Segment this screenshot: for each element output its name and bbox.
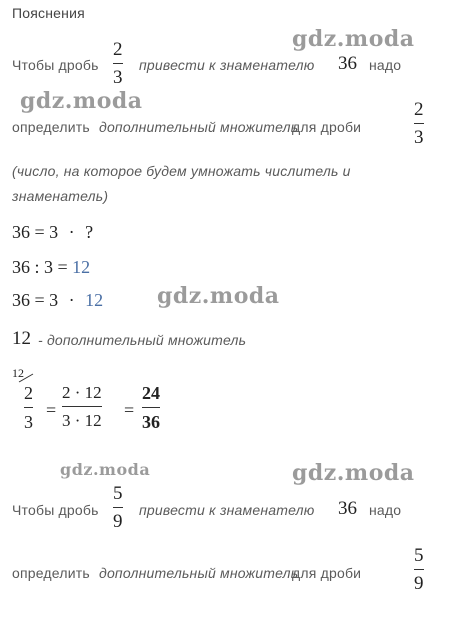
fraction-bar [62, 406, 102, 407]
s2-fraction-denominator: 9 [113, 511, 123, 532]
note-line-2: знаменатель) [12, 188, 109, 204]
s2-line2-italic: дополнительный множитель [99, 565, 299, 581]
calc-left-denominator: 3 [24, 412, 33, 432]
s1-fraction-2 [414, 100, 424, 147]
page-title: Пояснения [12, 5, 85, 21]
calc-fraction-middle [62, 384, 102, 429]
calc-equals-2: = [124, 400, 135, 420]
s1-fraction-denominator: 3 [113, 67, 123, 88]
s2-line1-number: 36 [338, 498, 357, 519]
s2-fraction-numerator: 5 [113, 483, 123, 504]
fraction-bar [414, 123, 424, 124]
s1-line2-italic: дополнительный множитель [99, 119, 299, 135]
calc-equals-1: = [46, 400, 57, 420]
fraction-bar [113, 507, 123, 508]
s2-line1-prefix: Чтобы дробь [12, 502, 99, 518]
s1-line1-number: 36 [338, 53, 357, 74]
s1-line1-suffix: надо [369, 57, 402, 73]
equation-2 [12, 257, 90, 278]
s1-line2-prefix: определить [12, 119, 90, 135]
fraction-bar [142, 407, 160, 408]
s1-fraction-2-numerator: 2 [414, 99, 424, 120]
eq3-result: 12 [85, 290, 104, 310]
fraction-bar [414, 569, 424, 570]
superscript-multiplier: 12 [12, 366, 24, 380]
eq2-left: 36 : 3 = [12, 257, 68, 277]
fraction-bar [24, 407, 33, 408]
calc-middle-numerator: 2 · 12 [62, 383, 102, 402]
calc-fraction-left [24, 384, 33, 431]
watermark: gdz.moda [292, 26, 415, 52]
multiplier-value: 12 [12, 328, 31, 349]
s1-line1-mid: привести к знаменателю [139, 57, 315, 73]
calc-middle-denominator: 3 · 12 [62, 411, 102, 430]
s1-line2-suffix: для дроби [292, 119, 362, 135]
s1-fraction [113, 40, 123, 87]
calc-fraction-result [142, 384, 160, 431]
equation-3 [12, 290, 103, 311]
superscript-slash [18, 371, 34, 383]
s2-fraction-2-numerator: 5 [414, 545, 424, 566]
s1-line1-prefix: Чтобы дробь [12, 57, 99, 73]
watermark: gdz.moda [157, 283, 280, 309]
s2-line2-prefix: определить [12, 565, 90, 581]
watermark: gdz.moda [20, 88, 143, 114]
eq3-left: 36 = 3 [12, 290, 59, 310]
watermark: gdz.moda [292, 460, 415, 486]
calc-left-numerator: 2 [24, 383, 33, 403]
s2-line1-suffix: надо [369, 502, 402, 518]
s2-line1-mid: привести к знаменателю [139, 502, 315, 518]
calc-result-numerator: 24 [142, 383, 160, 403]
s1-fraction-numerator: 2 [113, 39, 123, 60]
note-line-1: (число, на которое будем умножать числитель и [12, 163, 351, 179]
eq1-right: ? [85, 222, 94, 242]
eq2-result: 12 [72, 257, 91, 277]
eq1-left: 36 = 3 [12, 222, 59, 242]
calc-result-denominator: 36 [142, 412, 160, 432]
multiplier-label: - дополнительный множитель [38, 332, 247, 348]
s1-fraction-2-denominator: 3 [414, 127, 424, 148]
equation-1 [12, 222, 93, 243]
eq1-op: · [68, 222, 75, 242]
s2-fraction [113, 484, 123, 531]
s2-line2-suffix: для дроби [292, 565, 362, 581]
s2-fraction-2-denominator: 9 [414, 573, 424, 594]
watermark: gdz.moda [60, 460, 151, 479]
s2-fraction-2 [414, 546, 424, 593]
fraction-bar [113, 63, 123, 64]
eq3-op: · [68, 290, 75, 310]
